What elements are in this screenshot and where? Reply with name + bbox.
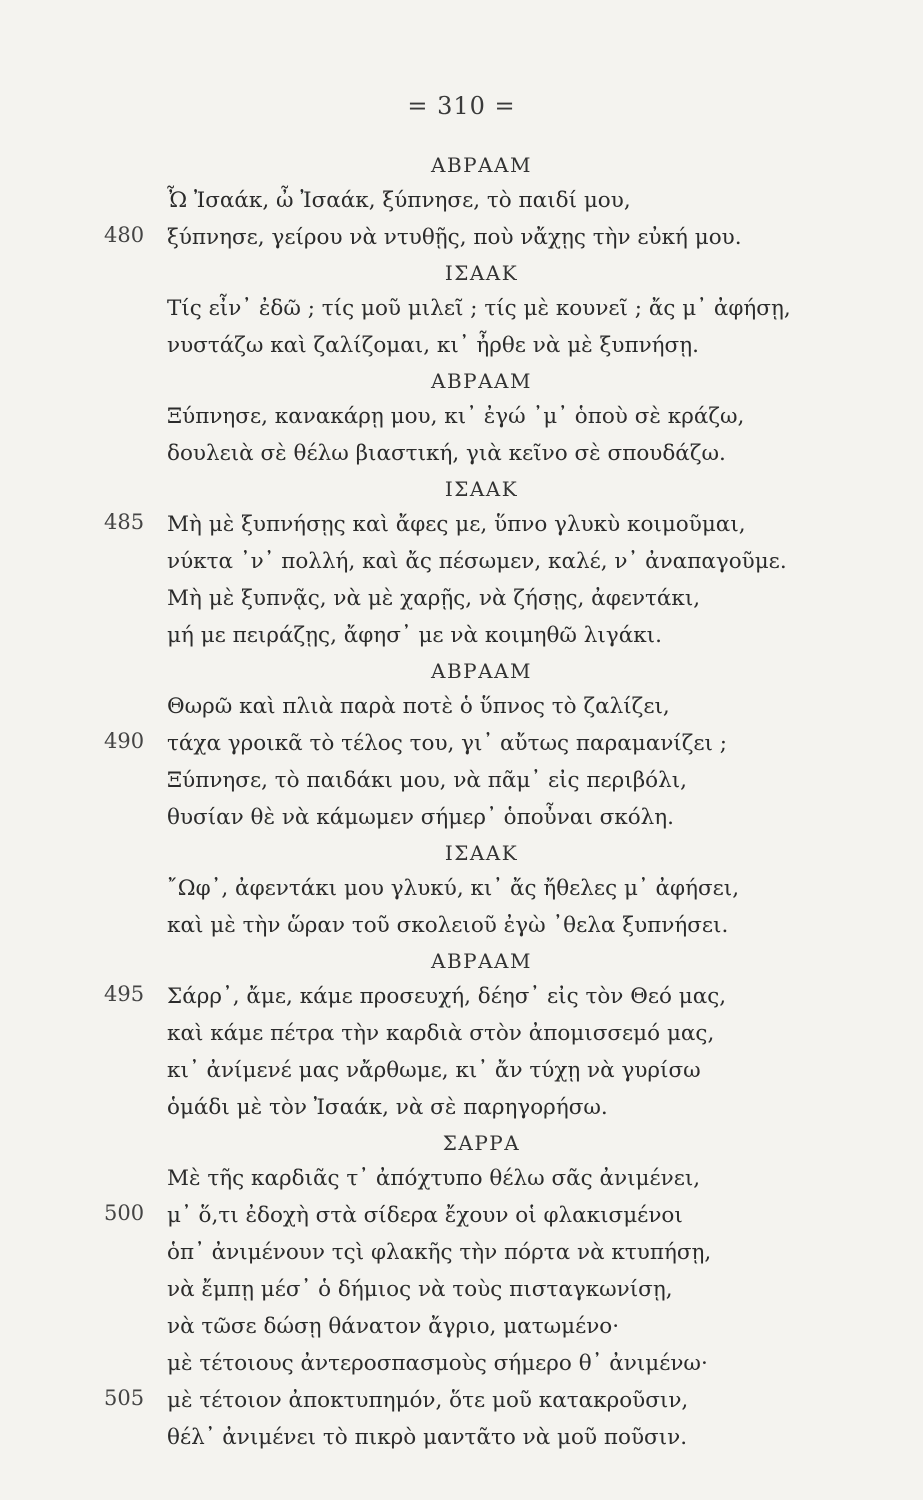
verse-line: [0, 872, 923, 909]
verse-line-text: ὁπ᾽ ἀνιμένουν τςὶ φλακῆς τὴν πόρτα νὰ κτυπήσῃ,: [167, 1240, 712, 1265]
verse-line-text: κι᾽ ἀνίμενέ μας νἄρθωμε, κι᾽ ἄν τύχῃ νὰ γυρίσω: [167, 1058, 701, 1083]
verse-line-text: μὲ τέτοιον ἀποκτυπημόν, ὅτε μοῦ κατακροῦσιν,: [167, 1388, 689, 1413]
speaker-heading: ΣΑΡΡΑ: [442, 1131, 521, 1155]
verse-line-text: Τίς εἶν᾽ ἐδῶ ; τίς μοῦ μιλεῖ ; τίς μὲ κουνεῖ ; ἄς μ᾽ ἀφήσῃ,: [167, 296, 791, 321]
verse-line: [0, 1091, 923, 1128]
verse-line: [0, 619, 923, 656]
verse-line-text: Μὲ τῆς καρδιᾶς τ᾽ ἀπόχτυπο θέλω σᾶς ἀνιμένει,: [167, 1166, 701, 1191]
verse-line: [0, 1054, 923, 1091]
verse-line: [0, 1162, 923, 1199]
verse-line-text: νυστάζω καὶ ζαλίζομαι, κι᾽ ἦρθε νὰ μὲ ξυπνήσῃ.: [167, 333, 699, 358]
verse-line-text: μ᾽ ὅ,τι ἐδοχὴ στὰ σίδερα ἔχουν οἱ φλακισμένοι: [167, 1203, 683, 1228]
speaker-heading: ΑΒΡΑΑΜ: [431, 369, 532, 393]
verse-line-text: Ὦ Ἰσαάκ, ὦ Ἰσαάκ, ξύπνησε, τὸ παιδί μου,: [167, 188, 631, 213]
verse-line: [0, 400, 923, 437]
line-number: 500: [104, 1201, 145, 1225]
line-number: 485: [104, 510, 145, 534]
verse-line-text: μή με πειράζῃς, ἄφησ᾽ με νὰ κοιμηθῶ λιγάκι.: [167, 623, 662, 648]
verse-line: [0, 184, 923, 221]
verse-line: [0, 1236, 923, 1273]
verse-line-text: Ξύπνησε, τὸ παιδάκι μου, νὰ πᾶμ᾽ εἰς περιβόλι,: [167, 768, 688, 793]
line-number: 490: [104, 729, 145, 753]
speaker-heading: ΙΣΑΑΚ: [444, 841, 519, 865]
verse-line-text: ῎Ωφ᾽, ἀφεντάκι μου γλυκύ, κι᾽ ἄς ἤθελες μ᾽ ἀφήσει,: [167, 876, 740, 901]
speaker-heading: ΑΒΡΑΑΜ: [431, 659, 532, 683]
verse-line-text: ξύπνησε, γείρου νὰ ντυθῇς, ποὺ νἄχῃς τὴν εὐκή μου.: [167, 225, 742, 250]
verse-line: [0, 221, 923, 258]
verse-line: [0, 1310, 923, 1347]
verse-line: [0, 1199, 923, 1236]
verse-line-text: ὁμάδι μὲ τὸν Ἰσαάκ, νὰ σὲ παρηγορήσω.: [167, 1095, 608, 1120]
verse-line: [0, 727, 923, 764]
verse-line: [0, 909, 923, 946]
verse-line-text: θυσίαν θὲ νὰ κάμωμεν σήμερ᾽ ὁποὖναι σκόλη.: [167, 805, 674, 830]
verse-line: [0, 690, 923, 727]
verse-line-text: νύκτα ᾽ν᾽ πολλή, καὶ ἄς πέσωμεν, καλέ, ν᾽ ἀναπαγοῦμε.: [167, 549, 787, 574]
verse-line: [0, 329, 923, 366]
verse-line-text: καὶ κάμε πέτρα τὴν καρδιὰ στὸν ἀπομισσεμό μας,: [167, 1021, 715, 1046]
verse-line-text: Θωρῶ καὶ πλιὰ παρὰ ποτὲ ὁ ὕπνος τὸ ζαλίζει,: [167, 694, 670, 719]
verse-line-text: δουλειὰ σὲ θέλω βιαστική, γιὰ κεῖνο σὲ σπουδάζω.: [167, 441, 726, 466]
verse-line: [0, 1273, 923, 1310]
verse-line-text: Σάρρ᾽, ἄμε, κάμε προσευχή, δέησ᾽ εἰς τὸν Θεό μας,: [167, 984, 727, 1009]
verse-line: [0, 545, 923, 582]
verse-line: [0, 1347, 923, 1384]
verse-line-text: Μὴ μὲ ξυπνᾷς, νὰ μὲ χαρῇς, νὰ ζήσῃς, ἀφεντάκι,: [167, 586, 701, 611]
verse-line-text: καὶ μὲ τὴν ὥραν τοῦ σκολειοῦ ἐγὼ ᾽θελα ξυπνήσει.: [167, 913, 729, 938]
verse-line: [0, 1384, 923, 1421]
verse-line: [0, 801, 923, 838]
verse-line-text: νὰ ἔμπῃ μέσ᾽ ὁ δήμιος νὰ τοὺς πισταγκωνίσῃ,: [167, 1277, 673, 1302]
verse-line-text: μὲ τέτοιους ἀντεροσπασμοὺς σήμερο θ᾽ ἀνιμένω·: [167, 1351, 708, 1376]
verse-line-text: Μὴ μὲ ξυπνήσῃς καὶ ἄφες με, ὕπνο γλυκὺ κοιμοῦμαι,: [167, 512, 746, 537]
verse-line: [0, 508, 923, 545]
verse-line: [0, 292, 923, 329]
speaker-heading: ΙΣΑΑΚ: [444, 477, 519, 501]
page-number: = 310 =: [407, 92, 516, 120]
verse-line-text: Ξύπνησε, κανακάρῃ μου, κι᾽ ἐγώ ᾽μ᾽ ὁποὺ σὲ κράζω,: [167, 404, 745, 429]
speaker-heading: ΑΒΡΑΑΜ: [431, 949, 532, 973]
verse-line: [0, 764, 923, 801]
verse-line: [0, 582, 923, 619]
line-number: 505: [104, 1386, 145, 1410]
line-number: 480: [104, 223, 145, 247]
verse-line: [0, 1017, 923, 1054]
verse-line: [0, 1421, 923, 1458]
speaker-heading: ΑΒΡΑΑΜ: [431, 153, 532, 177]
verse-line-text: θέλ᾽ ἀνιμένει τὸ πικρὸ μαντᾶτο νὰ μοῦ ποῦσιν.: [167, 1425, 688, 1450]
line-number: 495: [104, 982, 145, 1006]
verse-line: [0, 437, 923, 474]
speaker-heading: ΙΣΑΑΚ: [444, 261, 519, 285]
verse-line: [0, 980, 923, 1017]
verse-line-text: νὰ τῶσε δώσῃ θάνατον ἄγριο, ματωμένο·: [167, 1314, 620, 1339]
verse-text: [0, 150, 923, 1458]
verse-line-text: τάχα γροικᾶ τὸ τέλος του, γι᾽ αὔτως παραμανίζει ;: [167, 731, 728, 756]
